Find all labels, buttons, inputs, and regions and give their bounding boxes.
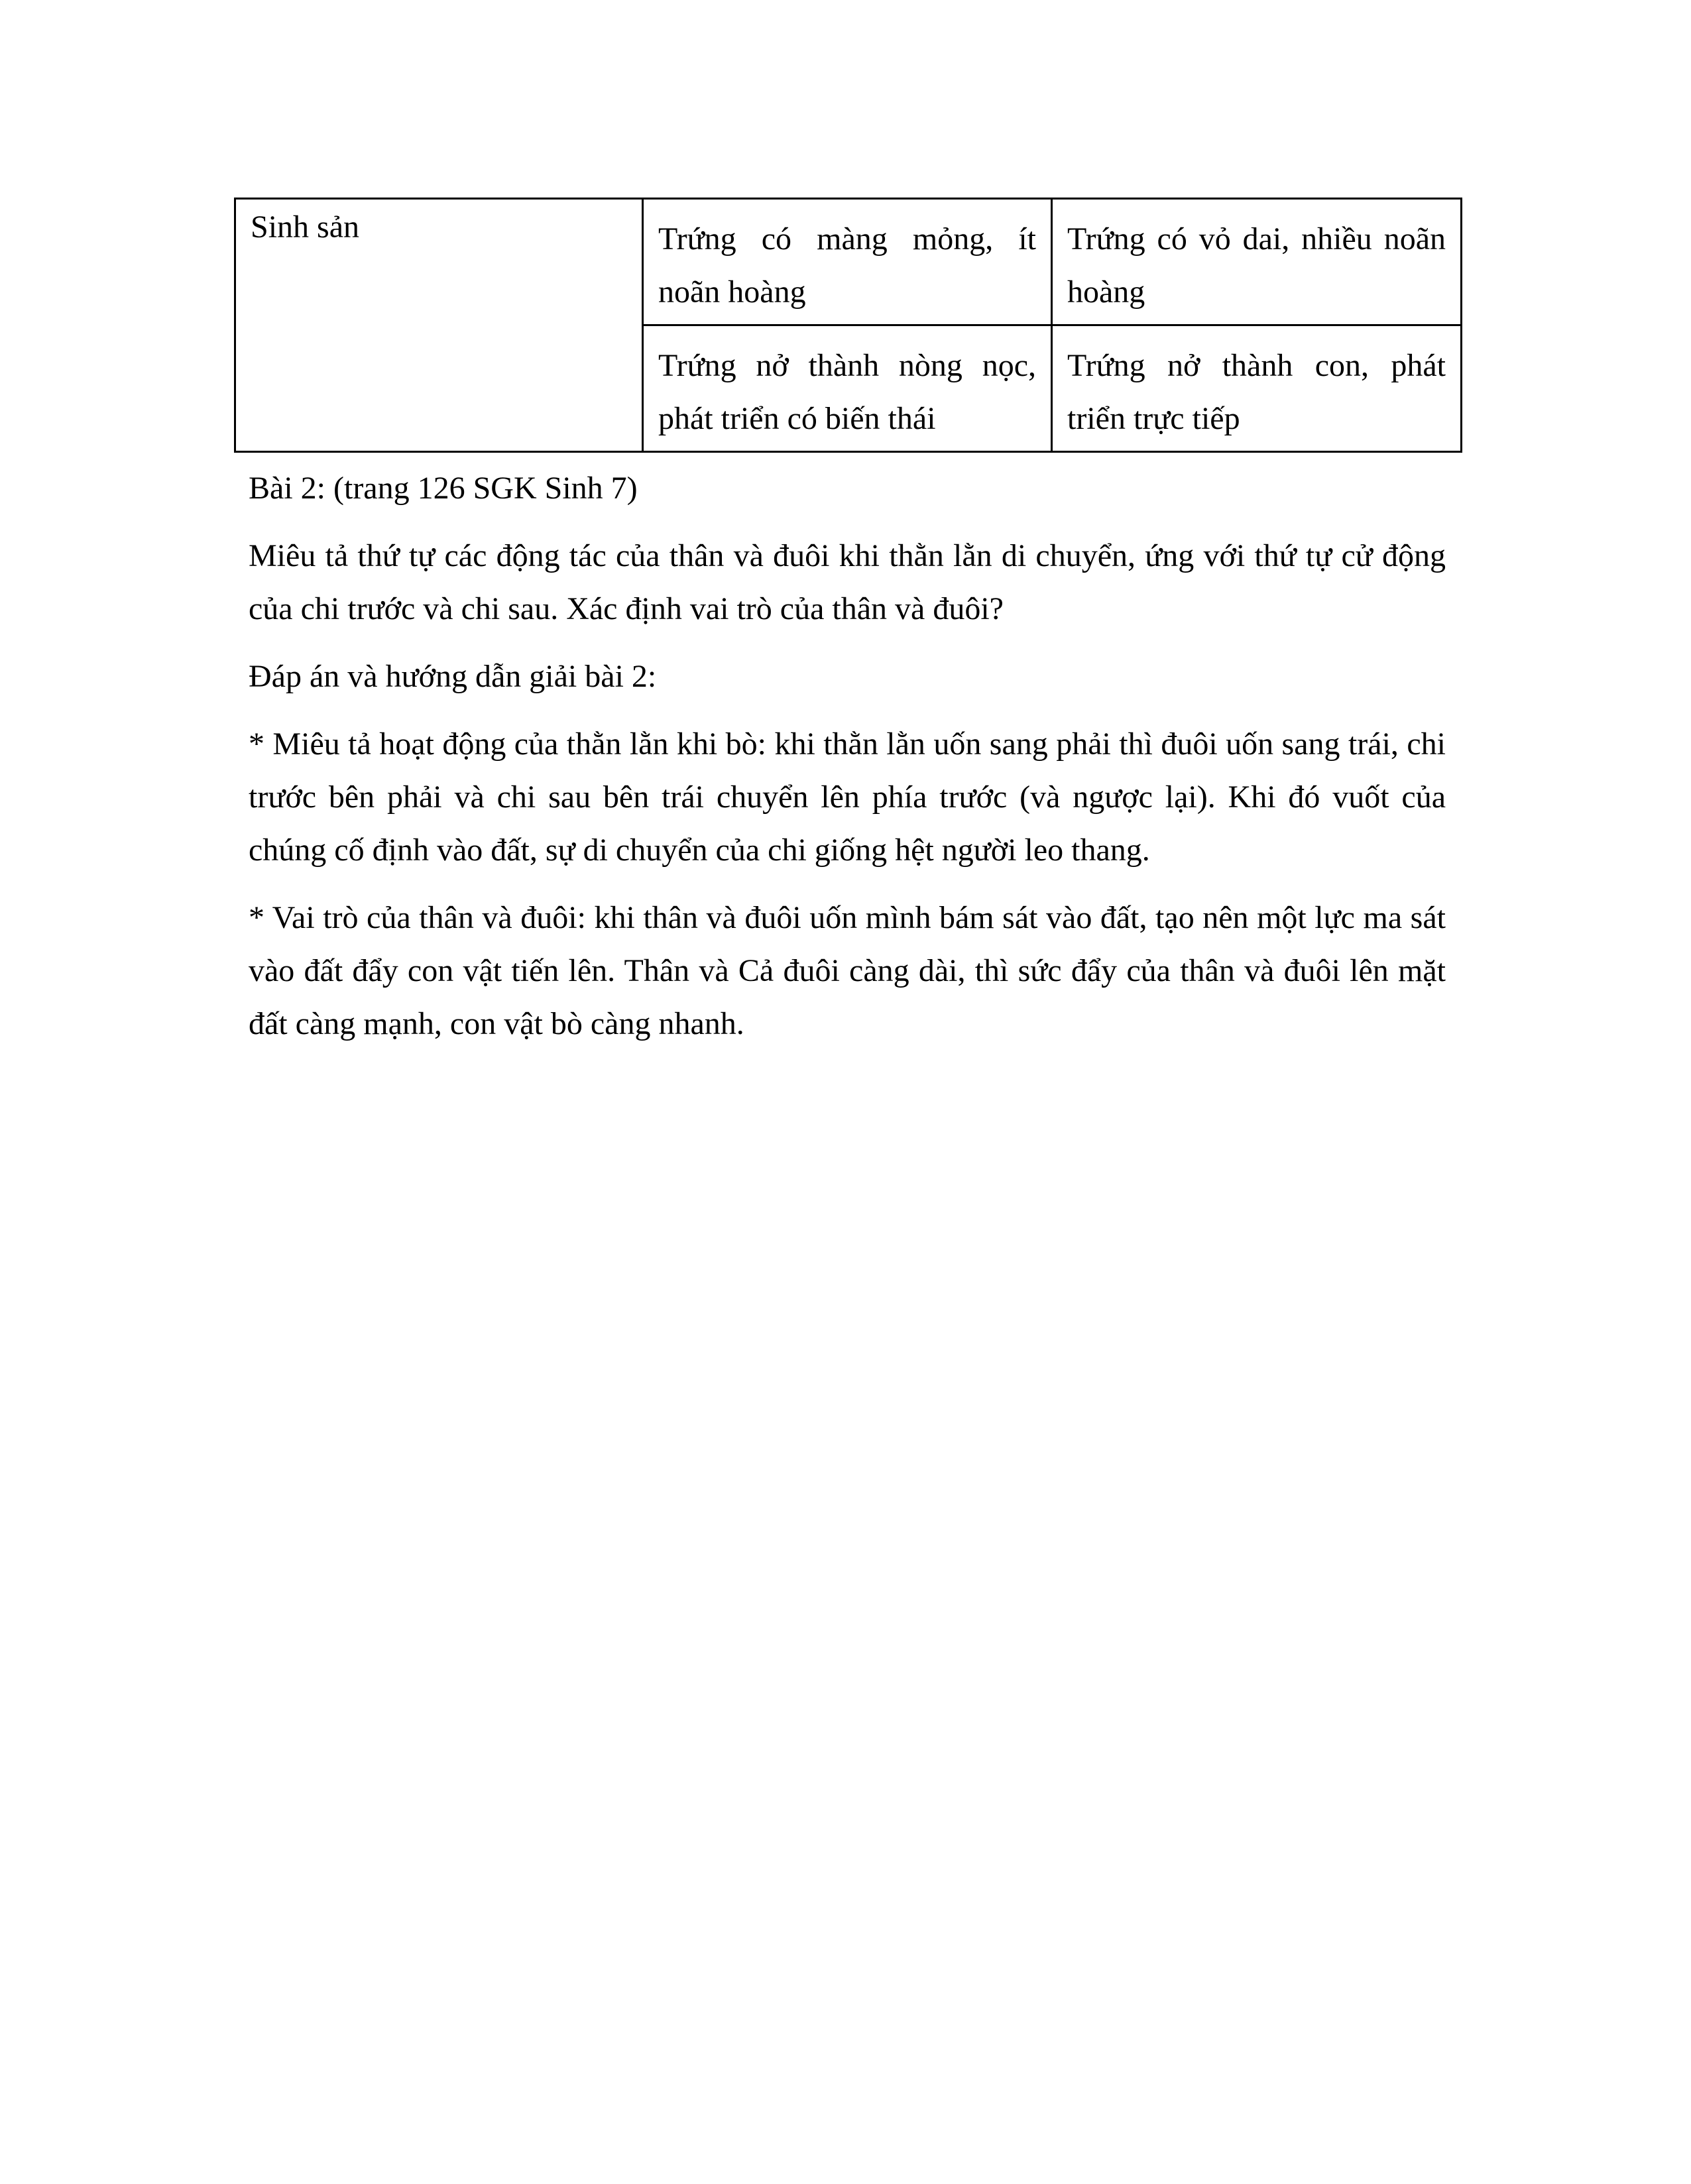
table-row: [235, 199, 1462, 325]
exercise-heading: Bài 2: (trang 126 SGK Sinh 7): [249, 471, 638, 506]
exercise-question: Miêu tả thứ tự các động tác của thân và đuôi khi thằn lằn di chuyển, ứng với thứ tự cử động của chi trước và chi sau. Xác định vai trò của thân và đuôi?: [249, 538, 1446, 626]
table-cell: Trứng nở thành con, phát triển trực tiếp: [1052, 325, 1462, 452]
table-cell: Trứng nở thành nòng nọc, phát triển có biến thái: [643, 325, 1052, 452]
table-cell: Trứng có màng mỏng, ít noãn hoàng: [643, 199, 1052, 325]
table-cell: Trứng có vỏ dai, nhiều noãn hoàng: [1052, 199, 1462, 325]
table-row-label: Sinh sản: [235, 199, 643, 452]
answer-point-movement: * Miêu tả hoạt động của thằn lằn khi bò: khi thằn lằn uốn sang phải thì đuôi uốn sang trái, chi trước bên phải và chi sau bên trái chuyển lên phía trước (và ngược lại). Khi đó vuốt của chúng cố định vào đất, sự di chuyển của chi giống hệt người leo thang.: [249, 726, 1446, 868]
answer-title: Đáp án và hướng dẫn giải bài 2:: [249, 659, 657, 694]
document-page: [234, 198, 1460, 1051]
comparison-table: [234, 198, 1462, 453]
answer-point-role: * Vai trò của thân và đuôi: khi thân và đuôi uốn mình bám sát vào đất, tạo nên một lực ma sát vào đất đẩy con vật tiến lên. Thân và Cả đuôi càng dài, thì sức đẩy của thân và đuôi lên mặt đất càng mạnh, con vật bò càng nhanh.: [249, 900, 1446, 1041]
